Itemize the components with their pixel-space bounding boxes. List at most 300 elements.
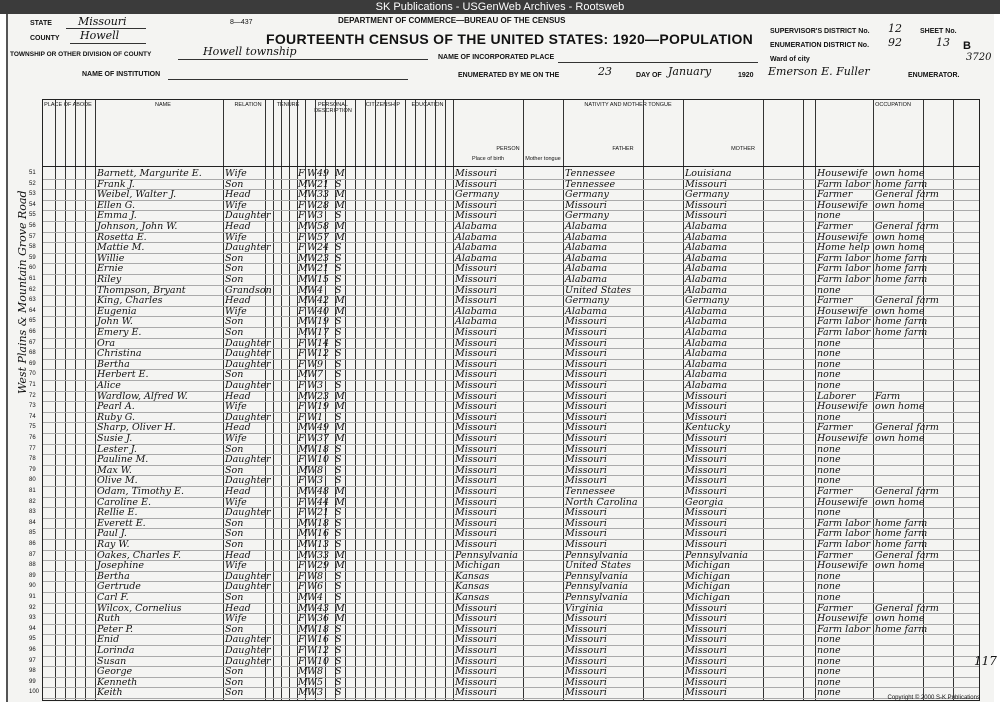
row-line-number: 56 [29,223,36,229]
cell-sex: M [298,284,308,296]
cell-fbirth: Missouri [565,443,607,455]
cell-age: 21 [317,263,330,275]
cell-age: 8 [317,464,324,476]
cell-rel: Son [225,528,244,540]
county-value: Howell [80,29,120,42]
cell-birth: Missouri [455,327,497,338]
cell-age: 23 [317,390,330,402]
cell-occ: Farm labor [817,178,871,190]
cell-age: 40 [317,305,330,317]
township-line [178,49,428,60]
cell-fbirth: Missouri [565,613,607,625]
cell-rel: Son [225,623,244,635]
cell-ms: S [335,274,342,285]
row-line-number: 66 [29,329,36,335]
row-line-number: 61 [29,276,36,282]
cell-occ: Farm labor [817,327,871,338]
cell-ms: M [335,496,345,508]
cell-ms: S [335,348,342,360]
cell-age: 13 [317,539,330,550]
cell-ind [875,210,923,221]
cell-age: 23 [317,252,330,264]
table-row [29,305,979,317]
cell-birth: Kansas [455,581,490,593]
row-line-number: 97 [29,657,36,664]
cell-fbirth: Missouri [565,539,607,550]
cell-fbirth: Tennessee [565,168,616,179]
cell-ms: S [335,687,342,699]
cell-race: W [307,305,317,317]
cell-race: W [307,337,317,349]
month-value: January [668,65,712,78]
cell-mbirth: Missouri [685,528,727,540]
cell-ms: S [335,528,342,540]
cell-birth: Kansas [455,592,490,603]
table-row [29,401,979,413]
cell-rel: Son [225,464,244,476]
cell-fbirth: Missouri [565,401,607,413]
cell-occ: none [817,645,841,656]
census-sheet [6,14,997,702]
cell-occ: none [817,666,841,678]
cell-ind [875,645,923,656]
cell-fbirth: Missouri [565,316,607,328]
cell-rel: Son [225,369,244,381]
cell-ind [875,581,923,592]
cell-mbirth: Missouri [685,411,727,423]
cell-rel: Daughter [225,210,271,222]
table-row [29,380,979,391]
cell-age: 18 [317,517,330,529]
cell-age: 9 [317,358,324,370]
cell-race: W [307,411,317,423]
cell-mbirth: Germany [685,295,729,307]
cell-birth: Missouri [455,337,497,349]
cell-rel: Daughter [225,645,271,656]
enumerated-day: 23 [598,65,612,78]
section-tenure: TENURE [276,102,300,108]
cell-age: 5 [317,676,324,688]
cell-ind [875,475,923,486]
cell-sex: F [298,411,305,423]
cell-rel: Daughter [225,507,271,519]
cell-birth: Missouri [455,687,497,699]
cell-ms: S [335,242,342,254]
cell-ind: home farm [875,517,928,529]
cell-age: 18 [317,443,330,455]
cell-race: W [307,454,317,466]
cell-sex: F [298,242,305,254]
cell-ind: own home [875,168,925,179]
row-line-number: 80 [29,477,36,484]
cell-sex: M [298,486,308,497]
table-row [29,390,979,402]
census-table [29,99,980,701]
table-row [29,422,979,434]
cell-fbirth: Missouri [565,634,607,646]
cell-name: Riley [97,274,122,285]
cell-age: 49 [317,422,330,434]
cell-occ: Farm labor [817,623,871,635]
cell-ms: S [335,645,342,656]
cell-fbirth: Missouri [565,528,607,540]
cell-name: Kenneth [97,676,138,688]
row-line-number: 79 [29,466,36,473]
cell-birth: Missouri [455,517,497,529]
cell-name: Sharp, Oliver H. [97,422,176,434]
cell-rel: Daughter [225,337,271,349]
cell-ms: S [335,581,342,593]
cell-age: 36 [317,613,330,625]
cell-fbirth: Alabama [565,242,607,254]
cell-ind [875,634,923,645]
row-line-number: 52 [29,180,36,187]
cell-mbirth: Alabama [685,305,727,317]
cell-sex: F [298,570,305,582]
cell-ind: own home [875,496,925,508]
table-row [29,517,979,529]
cell-birth: Missouri [455,369,497,381]
cell-race: W [307,316,317,328]
cell-mbirth: Missouri [685,178,727,190]
cell-ms: S [335,475,342,487]
cell-rel: Son [225,666,244,678]
cell-name: Ora [97,337,115,349]
cell-name: Emery E. [97,327,142,338]
sub-mother: MOTHER [731,146,755,152]
cell-occ: Housewife [817,496,868,508]
cell-birth: Missouri [455,168,497,179]
cell-race: W [307,645,317,656]
cell-race: W [307,390,317,402]
cell-ind: home farm [875,178,928,190]
cell-age: 3 [317,210,324,222]
row-line-number: 74 [29,413,36,420]
cell-age: 57 [317,231,330,243]
cell-age: 16 [317,528,330,540]
table-row [29,210,979,222]
cell-race: W [307,613,317,625]
cell-ind [875,677,923,688]
cell-race: W [307,634,317,646]
cell-sex: F [298,210,305,222]
cell-birth: Missouri [455,210,497,222]
cell-name: Susie J. [97,433,133,444]
cell-name: Johnson, John W. [97,221,178,232]
cell-birth: Missouri [455,676,497,688]
cell-age: 24 [317,242,330,254]
cell-occ: Farmer [817,295,853,307]
cell-fbirth: Missouri [565,348,607,360]
cell-occ: Farmer [817,221,853,232]
cell-occ: none [817,454,841,466]
row-line-number: 98 [29,668,36,675]
cell-occ: Laborer [817,390,856,402]
incorporated-label: NAME OF INCORPORATED PLACE [438,54,555,61]
department: DEPARTMENT OF COMMERCE—BUREAU OF THE CENSUS [338,16,566,25]
cell-occ: none [817,411,841,423]
table-row [29,528,979,540]
cell-occ: none [817,380,841,391]
enumerator-label: ENUMERATOR. [908,72,960,79]
cell-occ: Farmer [817,486,853,497]
cell-sex: M [298,676,308,688]
cell-rel: Wife [225,305,247,317]
cell-name: George [97,666,133,678]
table-row [29,634,979,646]
cell-occ: none [817,337,841,349]
cell-age: 37 [317,433,330,444]
sheet-label: SHEET No. [920,28,957,35]
cell-fbirth: Germany [565,295,609,307]
cell-occ: none [817,358,841,370]
cell-age: 3 [317,380,324,391]
cell-age: 21 [317,507,330,519]
row-line-number: 77 [29,445,36,452]
cell-sex: M [298,263,308,275]
cell-birth: Missouri [455,486,497,497]
cell-ms: S [335,337,342,349]
row-line-number: 91 [29,594,36,600]
cell-ms: S [335,592,342,603]
cell-occ: none [817,475,841,487]
table-row [29,327,979,338]
cell-rel: Daughter [225,475,271,487]
section-citizenship: CITIZENSHIP [365,102,401,108]
cell-rel: Son [225,676,244,688]
cell-race: W [307,358,317,370]
cell-occ: Housewife [817,199,868,211]
cell-mbirth: Missouri [685,613,727,625]
cell-mbirth: Pennsylvania [685,549,748,561]
cell-birth: Alabama [455,252,497,264]
cell-name: Herbert E. [97,369,149,381]
cell-ind: General farm [875,189,939,201]
institution-line [168,69,408,80]
cell-mbirth: Alabama [685,274,727,285]
supervisor-label: SUPERVISOR'S DISTRICT No. [770,28,870,35]
cell-name: Lorinda [97,645,135,656]
cell-race: W [307,486,317,497]
cell-fbirth: Missouri [565,475,607,487]
cell-sex: M [298,687,308,699]
cell-name: Josephine [97,560,145,572]
cell-fbirth: Missouri [565,337,607,349]
row-line-number: 68 [29,350,36,357]
cell-rel: Son [225,539,244,550]
table-row [29,623,979,635]
row-line-number: 57 [29,233,36,240]
section-personal: PERSONAL DESCRIPTION [314,102,352,114]
cell-mbirth: Michigan [685,592,731,603]
cell-race: W [307,422,317,434]
table-row [29,443,979,455]
cell-rel: Son [225,687,244,699]
table-row [29,274,979,285]
cell-ind: own home [875,305,925,317]
cell-sex: M [298,602,308,614]
cell-occ: Farm labor [817,252,871,264]
cell-age: 19 [317,316,330,328]
cell-age: 18 [317,623,330,635]
row-line-number: 89 [29,572,36,579]
cell-birth: Missouri [455,295,497,307]
ed-label: ENUMERATION DISTRICT No. [770,42,870,49]
cell-birth: Missouri [455,539,497,550]
cell-rel: Head [225,221,251,232]
row-line-number: 82 [29,498,36,505]
cell-rel: Head [225,295,251,307]
cell-ind: General farm [875,221,939,232]
cell-ms: M [335,602,345,614]
cell-sex: F [298,475,305,487]
cell-mbirth: Missouri [685,433,727,444]
table-row [29,199,979,211]
cell-birth: Missouri [455,433,497,444]
cell-name: Ray W. [97,539,130,550]
cell-ind: Farm [875,390,901,402]
cell-ms: S [335,507,342,519]
state-line [66,18,146,29]
cell-name: Willie [97,252,125,264]
cell-race: W [307,528,317,540]
cell-sex: M [298,666,308,678]
cell-rel: Daughter [225,634,271,646]
cell-race: W [307,242,317,254]
row-line-number: 72 [29,392,36,399]
table-row [29,581,979,593]
cell-fbirth: Pennsylvania [565,581,628,593]
incorporated-line [558,52,758,63]
cell-occ: Housewife [817,168,868,179]
cell-ms: M [335,613,345,625]
cell-birth: Missouri [455,263,497,275]
cell-fbirth: Alabama [565,221,607,232]
cell-sex: M [298,623,308,635]
cell-sex: M [298,549,308,561]
cell-rel: Head [225,422,251,434]
table-row [29,369,979,381]
cell-mbirth: Missouri [685,623,727,635]
cell-name: Oakes, Charles F. [97,549,182,561]
row-line-number: 70 [29,371,36,378]
cell-birth: Missouri [455,454,497,466]
cell-ind [875,666,923,677]
cell-name: Eugenia [97,305,137,317]
cell-fbirth: United States [565,284,632,296]
cell-ind: home farm [875,539,928,550]
cell-fbirth: Missouri [565,666,607,678]
cell-fbirth: Missouri [565,390,607,402]
cell-race: W [307,168,317,179]
row-line-number: 87 [29,551,36,558]
row-line-number: 55 [29,212,36,219]
cell-race: W [307,507,317,519]
cell-age: 33 [317,549,330,561]
cell-ms: M [335,199,345,211]
cell-rel: Daughter [225,411,271,423]
cell-occ: none [817,369,841,381]
cell-ms: S [335,327,342,338]
cell-birth: Alabama [455,242,497,254]
cell-name: Weibel, Walter J. [97,189,177,201]
table-row [29,433,979,444]
cell-ind [875,359,923,370]
cell-ind [875,454,923,465]
cell-name: Wilcox, Cornelius [97,602,182,614]
row-line-number: 60 [29,265,36,272]
cell-rel: Wife [225,496,247,508]
cell-race: W [307,687,317,699]
cell-sex: M [298,295,308,307]
table-row [29,221,979,232]
cell-mbirth: Alabama [685,348,727,360]
cell-sex: M [298,252,308,264]
cell-ms: S [335,443,342,455]
cell-fbirth: Missouri [565,464,607,476]
cell-mbirth: Alabama [685,221,727,232]
cell-age: 16 [317,634,330,646]
cell-ind: home farm [875,252,928,264]
cell-birth: Missouri [455,602,497,614]
cell-occ: none [817,634,841,646]
cell-name: Lester J. [97,443,137,455]
cell-ind [875,656,923,667]
cell-rel: Wife [225,401,247,413]
cell-sex: M [298,369,308,381]
cell-sex: M [298,316,308,328]
cell-birth: Missouri [455,613,497,625]
cell-sex: F [298,560,305,572]
cell-occ: none [817,687,841,699]
cell-birth: Missouri [455,380,497,391]
cell-name: Enid [97,634,120,646]
cell-mbirth: Missouri [685,486,727,497]
cell-name: Olive M. [97,475,138,487]
cell-rel: Daughter [225,380,271,391]
row-line-number: 63 [29,297,36,304]
side-note: West Plains & Mountain Grove Road [16,190,29,394]
cell-sex: F [298,454,305,466]
cell-ind: own home [875,242,925,254]
cell-fbirth: Pennsylvania [565,592,628,603]
cell-occ: Home help [817,242,870,254]
cell-sex: M [298,221,308,232]
row-line-number: 100 [29,689,40,696]
cell-sex: F [298,380,305,391]
cell-rel: Head [225,189,251,201]
sheet-side: B [963,40,971,52]
table-row [29,464,979,476]
cell-race: W [307,221,317,232]
cell-name: John W. [97,316,133,328]
cell-birth: Missouri [455,284,497,296]
cell-birth: Missouri [455,475,497,487]
cell-age: 49 [317,168,330,179]
table-row [29,263,979,275]
cell-ms: S [335,210,342,222]
row-line-number: 94 [29,625,36,632]
cell-race: W [307,496,317,508]
cell-fbirth: Pennsylvania [565,549,628,561]
cell-name: Caroline E. [97,496,151,508]
cell-rel: Son [225,316,244,328]
cell-ms: M [335,390,345,402]
enumerator-name: Emerson E. Fuller [768,65,870,78]
cell-birth: Missouri [455,390,497,402]
row-line-number: 69 [29,360,36,367]
cell-age: 15 [317,274,330,285]
